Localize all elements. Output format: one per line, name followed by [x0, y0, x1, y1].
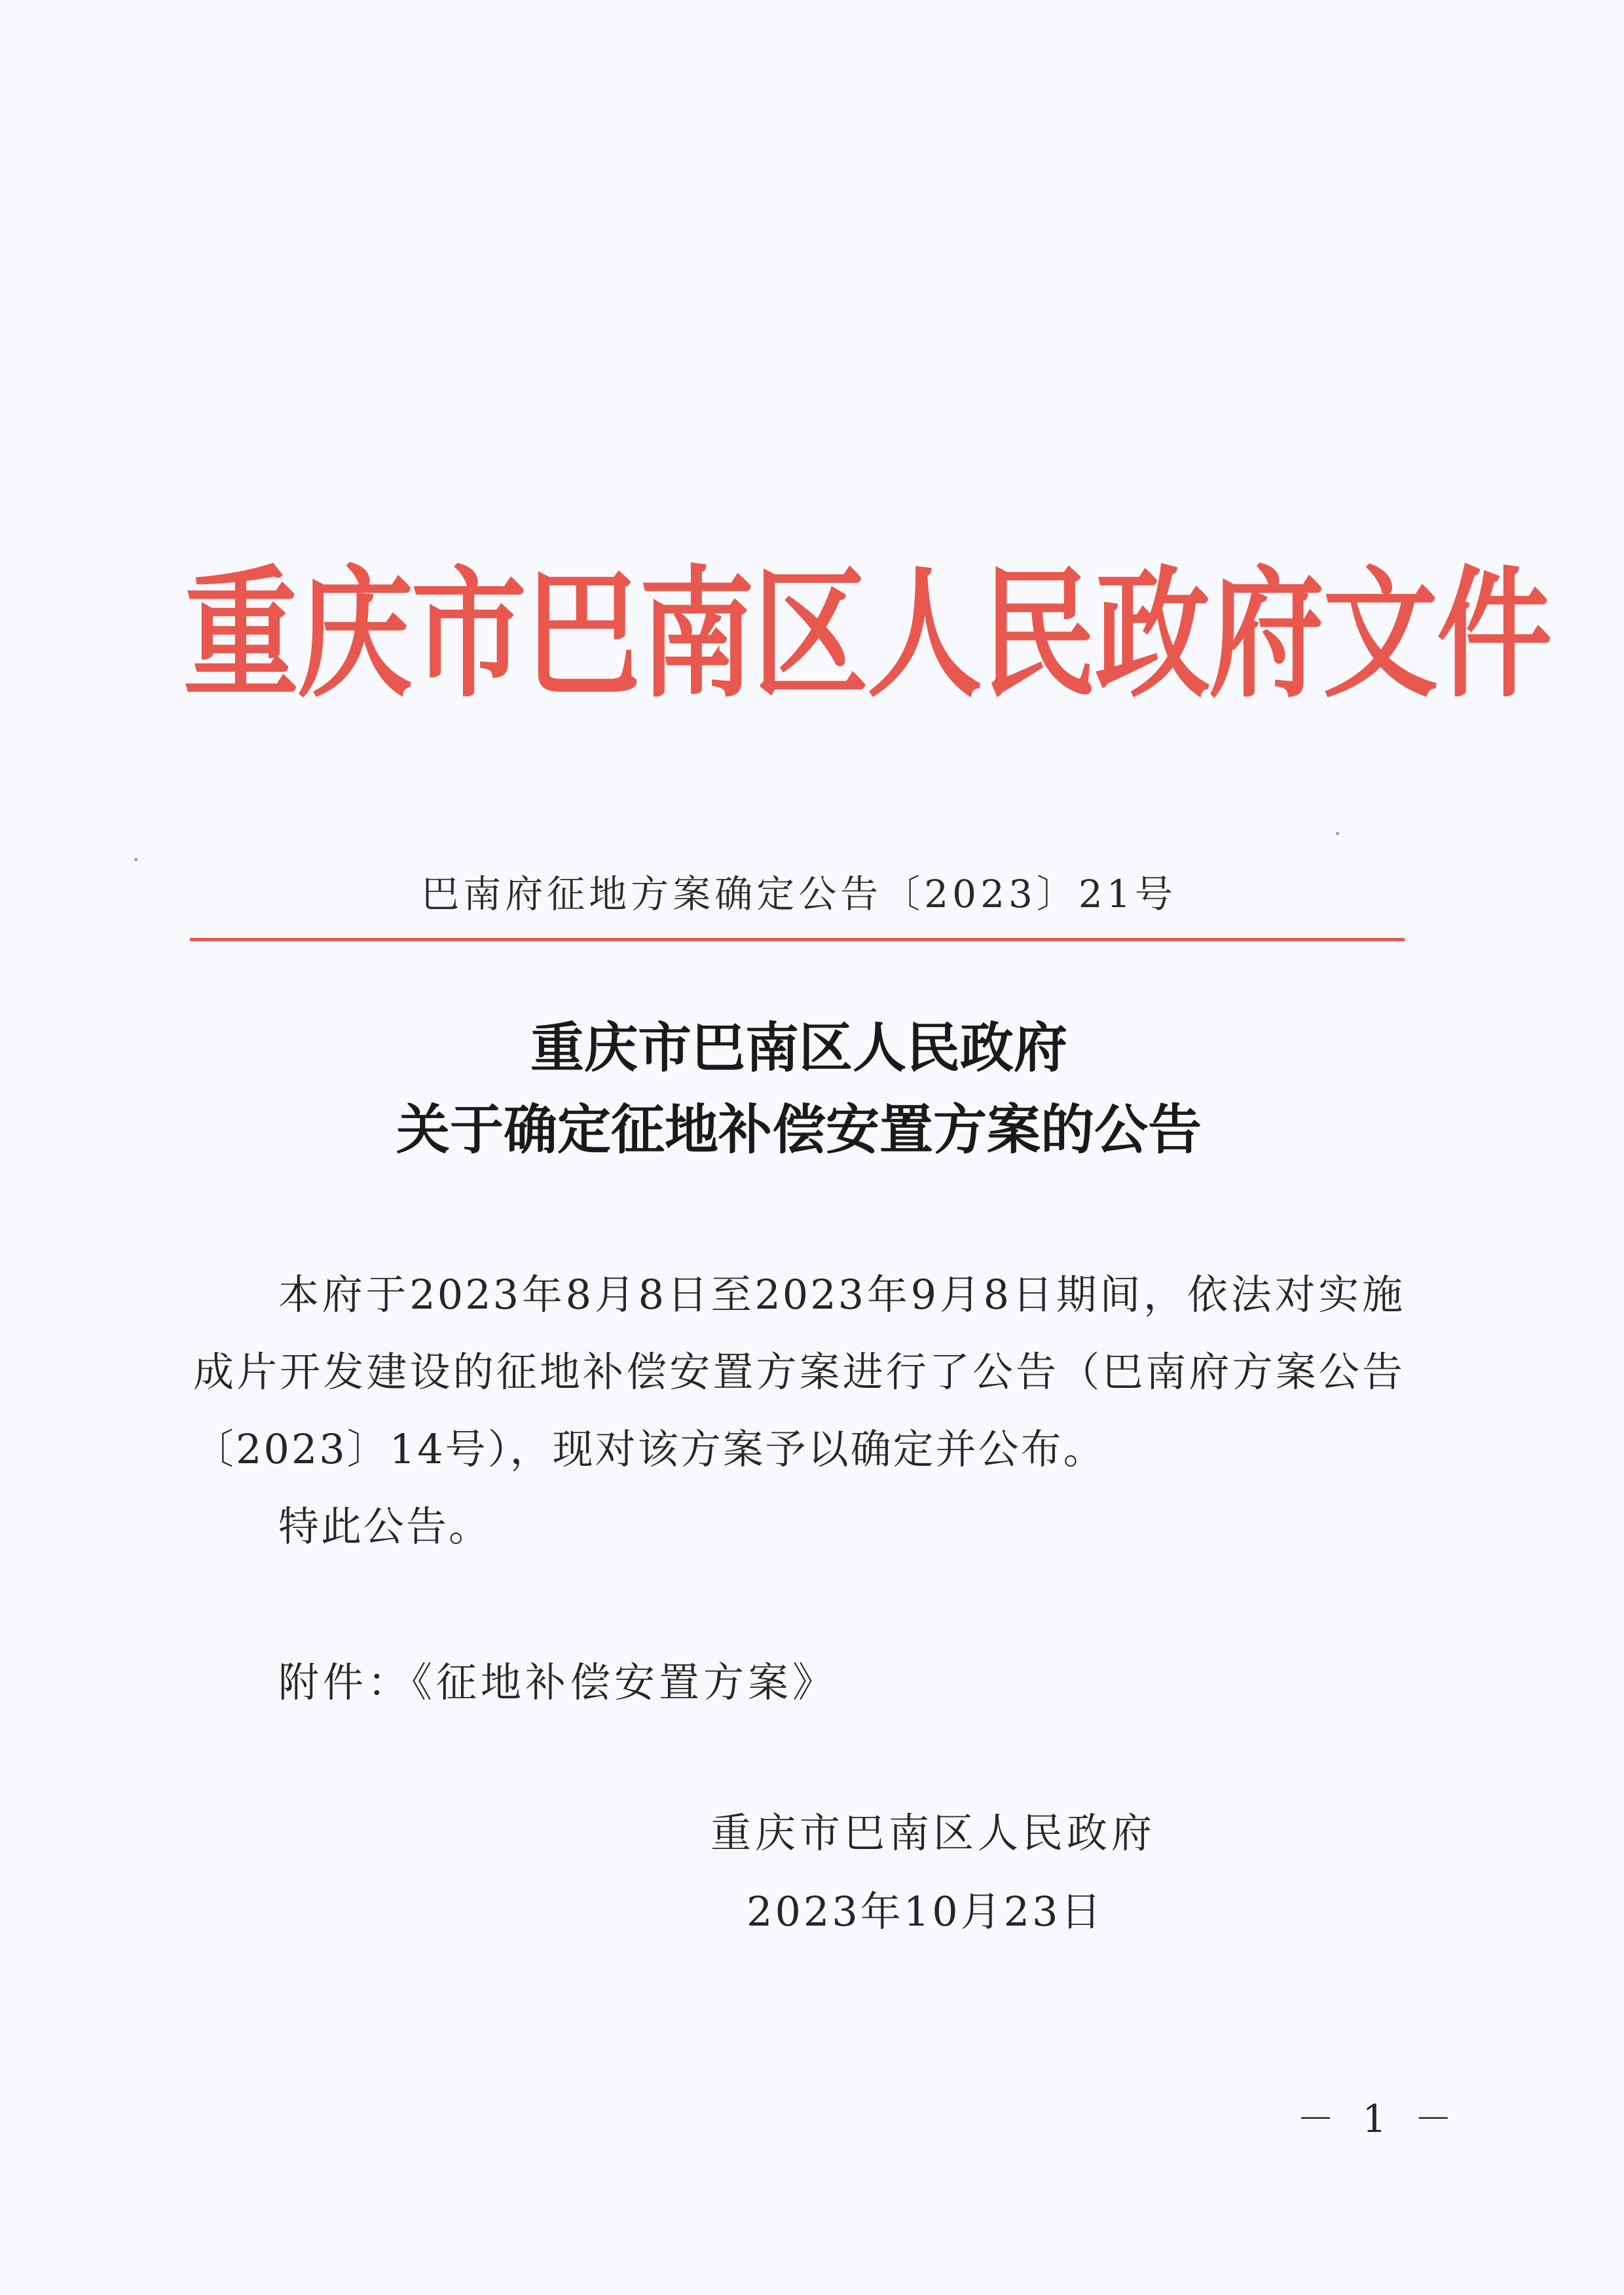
scan-speck — [134, 858, 138, 861]
body-paragraph-2: 特此公告。 — [278, 1502, 492, 1550]
attachment-line: 附件：《征地补偿安置方案》 — [278, 1658, 838, 1706]
title-line-1: 重庆市巴南区人民政府 — [530, 1017, 1067, 1079]
scan-speck — [1336, 832, 1339, 835]
masthead-title: 重庆市巴南区人民政府文件 — [183, 553, 1551, 717]
document-number: 巴南府征地方案确定公告〔2023〕21号 — [421, 872, 1177, 916]
issue-date: 2023年10月23日 — [747, 1888, 1104, 1935]
red-separator-line — [190, 938, 1405, 941]
title-line-2: 关于确定征地补偿安置方案的公告 — [396, 1098, 1202, 1161]
issuer-signature: 重庆市巴南区人民政府 — [710, 1809, 1156, 1857]
body-paragraph-1: 本府于2023年8月8日至2023年9月8日期间，依法对实施成片开发建设的征地补偿安置方案进行了公告（巴南府方案公告〔2023〕14号），现对该方案予以确定并公布。 — [193, 1271, 1405, 1473]
page-number: － 1 － — [1297, 2097, 1460, 2141]
